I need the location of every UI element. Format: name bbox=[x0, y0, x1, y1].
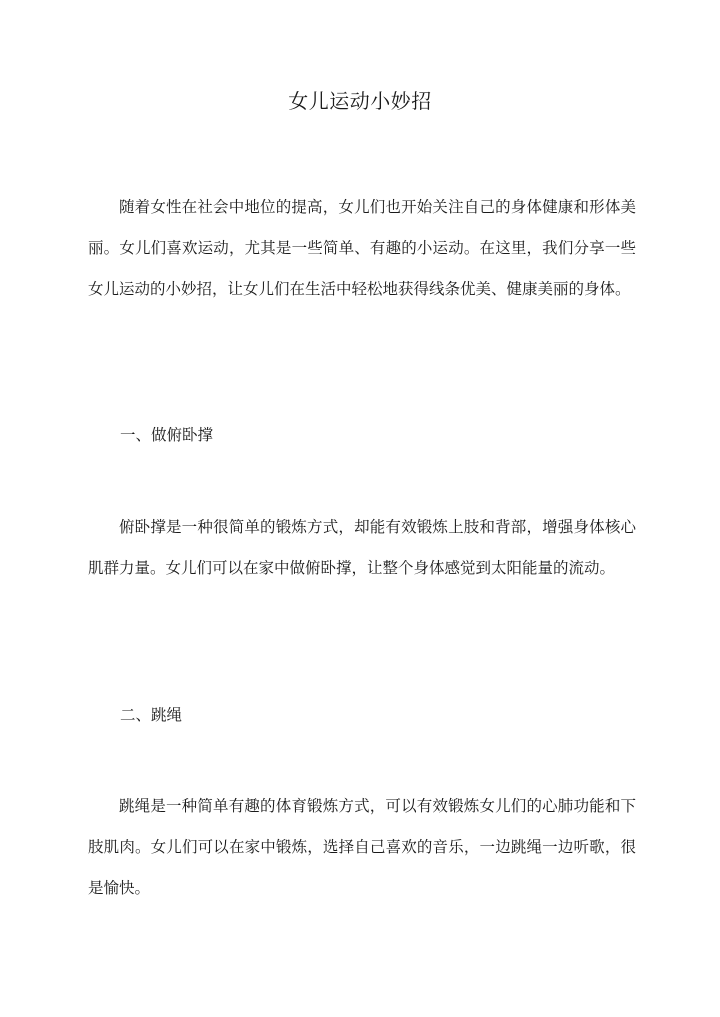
document-title: 女儿运动小妙招 bbox=[288, 89, 432, 113]
section-body-jump-rope: 跳绳是一种简单有趣的体育锻炼方式，可以有效锻炼女儿们的心肺功能和下肢肌肉。女儿们可以在家中锻炼，选择自己喜欢的音乐，一边跳绳一边听歌，很是愉快。 bbox=[88, 797, 636, 897]
section-body-push-ups: 俯卧撑是一种很简单的锻炼方式，却能有效锻炼上肢和背部，增强身体核心肌群力量。女儿们可以在家中做俯卧撑，让整个身体感觉到太阳能量的流动。 bbox=[88, 518, 636, 577]
intro-paragraph: 随着女性在社会中地位的提高，女儿们也开始关注自己的身体健康和形体美丽。女儿们喜欢运动，尤其是一些简单、有趣的小运动。在这里，我们分享一些女儿运动的小妙招，让女儿们在生活中轻松地获得线条优美、健康美丽的身体。 bbox=[88, 198, 636, 298]
section-heading-push-ups: 一、做俯卧撑 bbox=[120, 426, 214, 444]
section-heading-jump-rope: 二、跳绳 bbox=[120, 706, 183, 724]
